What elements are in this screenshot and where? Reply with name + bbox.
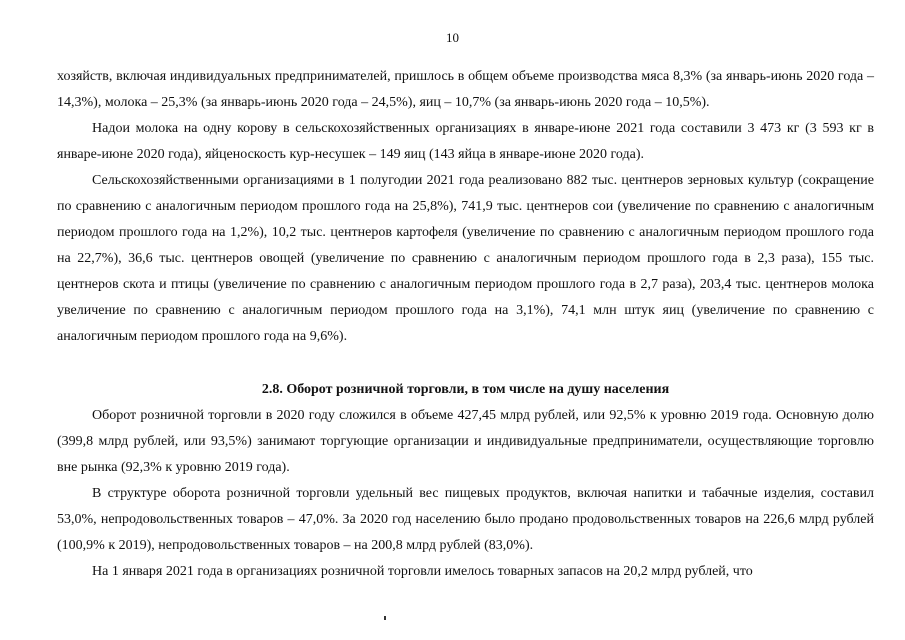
paragraph-retail-turnover: Оборот розничной торговли в 2020 году сложился в объеме 427,45 млрд рублей, или 92,5% к уровню 2019 года. Основную долю (399,8 млрд рублей, или 93,5%) занимают торгующие организации и индивидуальные предприниматели, осуществляющие торговлю вне рынка (92,3% к уровню 2019 года). — [57, 408, 874, 475]
paragraph-agri-sales: Сельскохозяйственными организациями в 1 полугодии 2021 года реализовано 882 тыс. центнеров зерновых культур (сокращение по сравнению с аналогичным периодом прошлого года на 25,8%), 741,9 тыс. центнеров сои (увеличение по сравнению с аналогичным периодом прошлого года на 1,2%), 10,2 тыс. центнеров картофеля (увеличение по сравнению с аналогичным периодом прошлого года на 22,7%), 36,6 тыс. центнеров овощей (увеличение по сравнению с аналогичным периодом прошлого года в 2,3 раза), 155 тыс. центнеров скота и птицы (увеличение по сравнению с аналогичным периодом прошлого года в 2,7 раза), 203,4 тыс. центнеров молока увеличение по сравнению с аналогичным периодом прошлого года на 3,1%), 74,1 млн штук яиц (увеличение по сравнению с аналогичным периодом прошлого года на 9,6%). — [57, 173, 874, 344]
section-spacer — [57, 350, 874, 377]
paragraph-continuation: хозяйств, включая индивидуальных предпринимателей, пришлось в общем объеме производства мяса 8,3% (за январь-июнь 2020 года – 14,3%), молока – 25,3% (за январь-июнь 2020 года – 24,5%), яиц – 10,7% (за январь-июнь 2020 года – 10,5%). — [57, 69, 874, 110]
paragraph-retail-structure: В структуре оборота розничной торговли удельный вес пищевых продуктов, включая напитки и табачные изделия, составил 53,0%, непродовольственных товаров – 47,0%. За 2020 год населению было продано продовольственных товаров на 226,6 млрд рублей (100,9% к 2019), непродовольственных товаров – на 200,8 млрд рублей (83,0%). — [57, 486, 874, 553]
paragraph-inventory: На 1 января 2021 года в организациях розничной торговли имелось товарных запасов на 20,2 млрд рублей, что — [92, 564, 753, 579]
scan-mark — [384, 616, 386, 620]
paragraph-milk-yield: Надои молока на одну корову в сельскохозяйственных организациях в январе-июне 2021 года составили 3 473 кг (3 593 кг в январе-июне 2020 года), яйценоскость кур-несушек – 149 яиц (143 яйца в январе-июне 2020 года). — [57, 121, 874, 162]
page-content — [57, 64, 874, 585]
page-number: 10 — [446, 30, 459, 45]
section-heading: 2.8. Оборот розничной торговли, в том числе на душу населения — [261, 382, 670, 397]
